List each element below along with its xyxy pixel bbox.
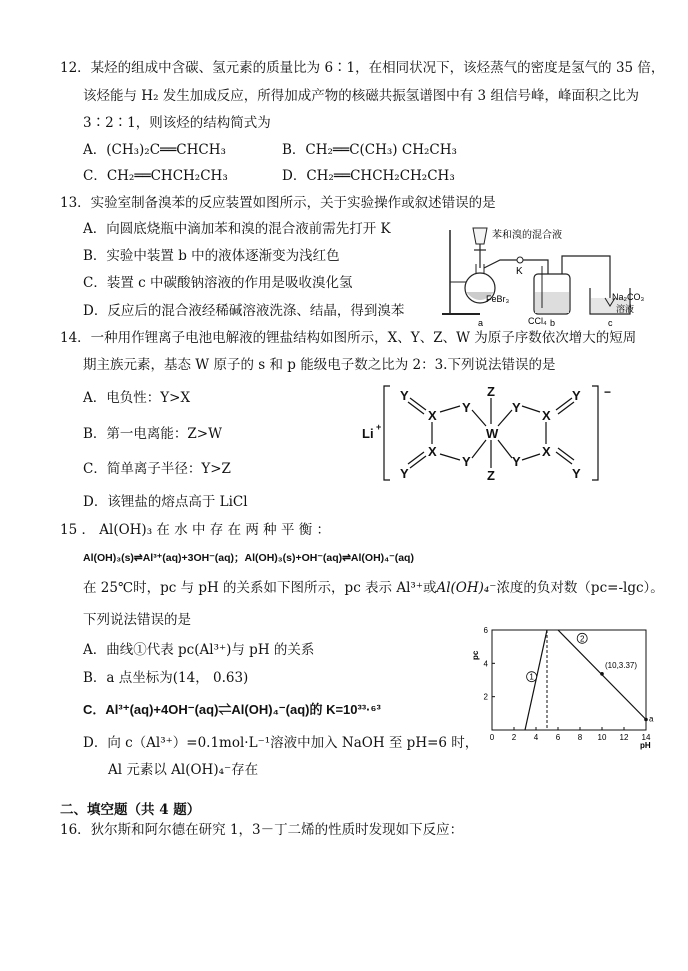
q13-option-b: B．实验中装置 b 中的液体逐渐变为浅红色 <box>83 248 340 264</box>
atom-z-bottom: Z <box>487 468 495 482</box>
q15-head <box>60 520 630 540</box>
q13-stem: 13．实验室制备溴苯的反应装置如图所示，关于实验操作或叙述错误的是 <box>60 195 496 211</box>
y-tick-label: 6 <box>483 626 488 635</box>
lithium-salt-structure <box>360 382 620 482</box>
label-a: a <box>478 318 484 328</box>
k-label: K <box>516 266 523 277</box>
q14-line2: 期主族元素，基态 W 原子的 s 和 p 能级电子数之比为 2：3.下列说法错误的是 <box>83 357 556 373</box>
series-label-2: 2 <box>579 634 585 644</box>
atom-y-br: Y <box>572 466 581 481</box>
y-tick-label: 4 <box>483 659 488 669</box>
q12-line3: 3∶2∶1，则该烃的结构简式为 <box>83 115 271 131</box>
atom-y-bl: Y <box>400 466 409 481</box>
q15-option-a: A．曲线①代表 pc(Al³⁺)与 pH 的关系 <box>83 642 315 658</box>
y-axis-label: pc <box>471 650 480 660</box>
atom-x-tl: X <box>428 408 437 423</box>
q15-head-text: 15 ． Al(OH)₃ 在 水 中 存 在 两 种 平 衡 ： <box>60 522 331 538</box>
x-tick-label: 4 <box>533 733 539 742</box>
q16-line: 16．狄尔斯和阿尔德在研究 1，3－丁二烯的性质时发现如下反应： <box>60 822 464 838</box>
atom-z-top: Z <box>487 384 495 399</box>
q13-option-a: A．向圆底烧瓶中滴加苯和溴的混合液前需先打开 K <box>83 221 391 237</box>
section2-title: 二、填空题（共 4 题） <box>60 802 201 818</box>
label-c: c <box>608 318 613 328</box>
q12-option-d: D．CH₂══CHCH₂CH₂CH₃ <box>282 168 455 184</box>
x-tick-label: 12 <box>619 733 629 742</box>
point-a-label: a <box>649 714 654 724</box>
febr3-label: FeBr₃ <box>486 294 510 304</box>
q14-option-c: C．简单离子半径：Y>Z <box>83 461 231 477</box>
chart-axes <box>471 626 651 750</box>
x-tick-label: 10 <box>597 733 607 742</box>
q14-option-a: A．电负性：Y>X <box>83 390 191 406</box>
q12-option-c: C．CH₂══CHCH₂CH₃ <box>83 168 228 184</box>
chart-marks <box>525 630 654 730</box>
atom-x-br: X <box>542 444 551 459</box>
q15-line3: 下列说法错误的是 <box>83 612 191 628</box>
atom-x-bl: X <box>428 444 437 459</box>
bromobenzene-apparatus-figure <box>440 222 655 330</box>
x-tick-label: 0 <box>489 733 495 742</box>
point-a <box>644 718 648 722</box>
q15-line2-b: Al(OH)₄⁻ <box>436 580 497 596</box>
atom-y-tm: Y <box>462 400 471 415</box>
q15-option-b: B．a 点坐标为(14， 0.63) <box>83 670 249 686</box>
dropping-funnel <box>473 228 487 244</box>
atom-y-br-m: Y <box>512 454 521 469</box>
bottle-b-liquid <box>535 292 569 313</box>
q15-option-d: D．向 c（Al³⁺）=0.1mol·L⁻¹溶液中加入 NaOH 至 pH=6 时， <box>83 735 479 751</box>
li-symbol: Li <box>362 426 374 441</box>
x-tick-label: 14 <box>641 733 651 742</box>
point-label: (10,3.37) <box>605 660 638 670</box>
q12-option-a: A．(CH₃)₂C══CHCH₃ <box>83 142 226 158</box>
q12-line2: 该烃能与 H₂ 发生加成反应，所得加成产物的核磁共振氢谱图中有 3 组信号峰，峰面积之比为 <box>83 88 639 104</box>
series-label-1: 1 <box>529 672 534 682</box>
na2co3-label: Na₂CO₃ <box>612 292 645 302</box>
mix-label: 苯和溴的混合液 <box>492 230 562 241</box>
atom-y-tr-m: Y <box>512 400 521 415</box>
q13-option-c: C．装置 c 中碳酸钠溶液的作用是吸收溴化氢 <box>83 275 353 291</box>
point-10-3.37 <box>600 672 604 676</box>
atom-y-tl: Y <box>400 388 409 403</box>
q14-option-b: B．第一电离能：Z>W <box>83 426 222 442</box>
anion-charge: − <box>604 385 612 399</box>
stopcock-k[interactable] <box>517 257 523 263</box>
q15-equilibria: Al(OH)₃(s)⇌Al³⁺(aq)+3OH⁻(aq)；Al(OH)₃(s)+OH⁻(aq)⇌Al(OH)₄⁻(aq) <box>83 552 414 564</box>
q12-option-b: B．CH₂══C(CH₃) CH₂CH₃ <box>282 142 457 158</box>
atom-w: W <box>486 426 499 441</box>
q14-line1: 14．一种用作锂离子电池电解液的锂盐结构如图所示，X、Y、Z、W 为原子序数依次增大的短周 <box>60 330 637 346</box>
solution-label: 溶液 <box>616 304 635 314</box>
li-charge: + <box>376 422 382 432</box>
ccl4-label: CCl₄ <box>528 316 547 326</box>
y-tick-label: 2 <box>483 692 488 702</box>
x-tick-label: 8 <box>577 733 583 742</box>
q15-line2 <box>83 578 664 598</box>
pc-ph-chart <box>470 622 660 754</box>
q14-option-d: D．该锂盐的熔点高于 LiCl <box>83 494 248 510</box>
plot-frame <box>492 630 646 730</box>
q15-line2-a: 在 25℃时，pc 与 pH 的关系如下图所示，pc 表示 Al³⁺或 <box>83 580 437 596</box>
x-tick-label: 6 <box>555 733 561 742</box>
atom-y-tr: Y <box>572 388 581 403</box>
x-tick-label: 2 <box>511 733 517 742</box>
atom-x-tr: X <box>542 408 551 423</box>
q15-line2-c: 浓度的负对数（pc=-lgc）。 <box>496 580 664 596</box>
x-axis-label: pH <box>640 741 651 750</box>
q15-option-d-cont: Al 元素以 Al(OH)₄⁻存在 <box>108 762 259 778</box>
atom-y-bm: Y <box>462 454 471 469</box>
q15-option-c: C．Al³⁺(aq)+4OH⁻(aq)⇌Al(OH)₄⁻(aq)的 K=10³³·⁶³ <box>83 702 381 717</box>
label-b: b <box>550 318 556 328</box>
q13-option-d: D．反应后的混合液经稀碱溶液洗涤、结晶，得到溴苯 <box>83 303 405 319</box>
q12-line1: 12．某烃的组成中含碳、氢元素的质量比为 6∶1，在相同状况下，该烃蒸气的密度是氢气的 35 倍， <box>60 60 665 76</box>
